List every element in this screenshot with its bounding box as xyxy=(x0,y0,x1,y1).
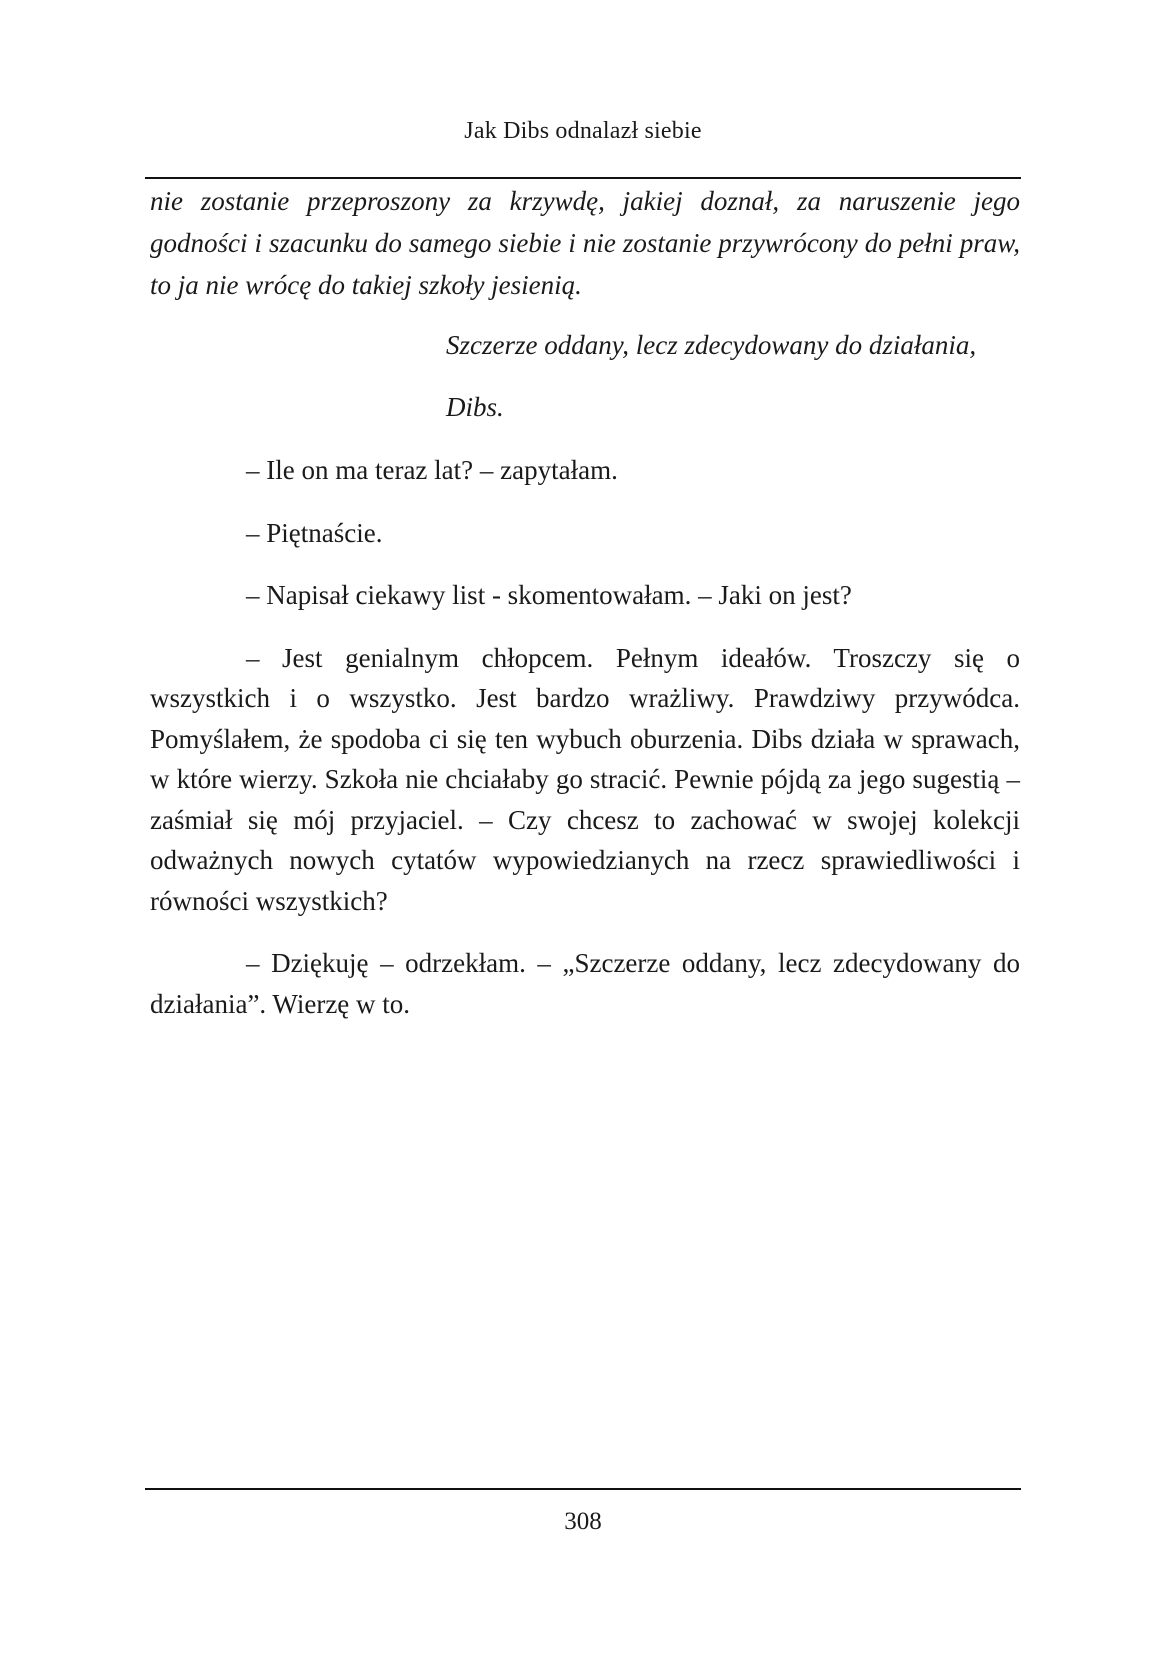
page-number: 308 xyxy=(564,1508,602,1535)
paragraph: – Napisał ciekawy list - skomentowałam. – Jaki on jest? xyxy=(246,580,852,610)
letter-text: nie zostanie przeproszony za krzywdę, jakiej doznał, za naruszenie jego godności i szacunku do samego siebie i nie zostanie przywrócony do pełni praw, to ja nie wrócę do takiej szkoły jesienią. xyxy=(150,186,1020,300)
running-header: Jak Dibs odnalazł siebie xyxy=(464,118,702,144)
footer-rule xyxy=(145,1488,1021,1490)
paragraph: – Dziękuję – odrzekłam. – „Szczerze oddany, lecz zdecydowany do działania”. Wierzę w to. xyxy=(150,948,1020,1019)
header-rule xyxy=(145,177,1021,179)
page-body xyxy=(150,180,1020,1024)
paragraph: – Piętnaście. xyxy=(246,517,383,548)
letter-closing: Szczerze oddany, lecz zdecydowany do działania, xyxy=(446,330,977,360)
paragraph: – Ile on ma teraz lat? – zapytałam. xyxy=(246,455,618,485)
letter-signature: Dibs. xyxy=(446,392,504,422)
paragraph: – Jest genialnym chłopcem. Pełnym ideałów. Troszczy się o wszystkich i o wszystko. Jest bardzo wrażliwy. Prawdziwy przywódca. Pomyślałem, że spodoba ci się ten wybuch oburzenia. Dibs działa w sprawach, w które wierzy. Szkoła nie chciałaby go stracić. Pewnie pójdą za jego sugestią – zaśmiał się mój przyjaciel. – Czy chcesz to zachować w swojej kolekcji odważnych nowych cytatów wypowiedzianych na rzecz sprawiedliwości i równości wszystkich? xyxy=(150,642,1020,916)
